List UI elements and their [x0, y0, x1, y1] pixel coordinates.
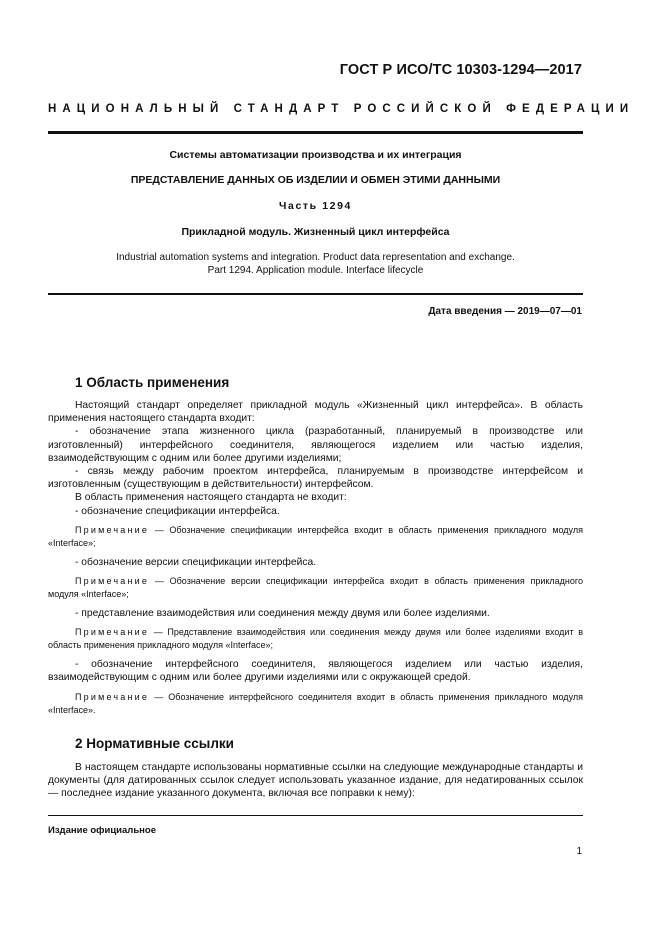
list-item: - обозначение интерфейсного соединителя, являющегося изделием или частью изделия, взаимодействующим с одним или более другими изделиями или с окружающей средой. — [48, 659, 583, 684]
note-label: Примечание — [75, 627, 150, 638]
list-item: - обозначение спецификации интерфейса. — [75, 505, 280, 517]
note — [48, 626, 583, 652]
part-number: Часть 1294 — [279, 200, 352, 212]
english-title-line-1: Industrial automation systems and integration. Product data representation and exchange. — [116, 252, 515, 263]
title-line-1: Системы автоматизации производства и их интеграция — [169, 149, 462, 161]
standard-id: ГОСТ Р ИСО/ТС 10303-1294—2017 — [339, 62, 582, 78]
note-text: — Представление взаимодействия или соединения между двумя или более изделиями входит в область применения прикладного модуля «Interface»; — [48, 627, 583, 651]
section-2-heading: 2 Нормативные ссылки — [75, 736, 234, 751]
footer-rule — [48, 815, 583, 816]
national-standard-title: НАЦИОНАЛЬНЫЙ СТАНДАРТ РОССИЙСКОЙ ФЕДЕРАЦИИ — [48, 103, 635, 115]
introduction-date: Дата введения — 2019—07—01 — [428, 306, 582, 317]
list-item: - обозначение этапа жизненного цикла (разработанный, планируемый в производстве или изготовленный) интерфейсного соединителя, являющегося изделием или частью изделия, взаимодействующим с одним или более другими изделиями; — [48, 426, 583, 464]
paragraph: Настоящий стандарт определяет прикладной модуль «Жизненный цикл интерфейса». В область применения настоящего стандарта входит: — [48, 400, 583, 425]
note-label: Примечание — [75, 691, 150, 702]
note-text: — Обозначение интерфейсного соединителя входит в область применения прикладного модуля «Interface». — [48, 691, 583, 715]
section-1-body — [48, 399, 583, 717]
note — [48, 575, 583, 601]
paragraph: В область применения настоящего стандарта не входит: — [75, 492, 347, 504]
list-item: - обозначение версии спецификации интерфейса. — [75, 556, 317, 568]
list-item: - связь между рабочим проектом интерфейса, планируемым в производстве интерфейсом и изготовленным (существующим в действительности) интерфейсом. — [48, 466, 583, 491]
page-number: 1 — [576, 846, 582, 857]
note-label: Примечание — [75, 524, 150, 535]
list-item: - представление взаимодействия или соединения между двумя или более изделиями. — [75, 608, 490, 620]
title-line-2: ПРЕДСТАВЛЕНИЕ ДАННЫХ ОБ ИЗДЕЛИИ И ОБМЕН ЭТИМИ ДАННЫМИ — [130, 174, 501, 186]
note-text: — Обозначение версии спецификации интерфейса входит в область применения прикладного модуля «Interface»; — [48, 576, 583, 600]
section-1-heading: 1 Область применения — [75, 375, 230, 390]
section-2-body — [48, 761, 583, 801]
note-label: Примечание — [75, 576, 150, 587]
header-rule — [48, 131, 583, 134]
note-text: — Обозначение спецификации интерфейса входит в область применения прикладного модуля «Interface»; — [48, 524, 583, 548]
paragraph: В настоящем стандарте использованы нормативные ссылки на следующие международные стандарты и документы (для датированных ссылок следует использовать указанное издание, для недатированных ссылок — последнее издание указанного документа, включая все поправки к нему): — [48, 762, 583, 800]
subtitle: Прикладной модуль. Жизненный цикл интерфейса — [181, 226, 450, 238]
official-edition-label: Издание официальное — [48, 825, 156, 836]
note — [48, 691, 583, 717]
title-rule — [48, 293, 583, 295]
english-title-line-2: Part 1294. Application module. Interface lifecycle — [207, 265, 424, 276]
note — [48, 524, 583, 550]
